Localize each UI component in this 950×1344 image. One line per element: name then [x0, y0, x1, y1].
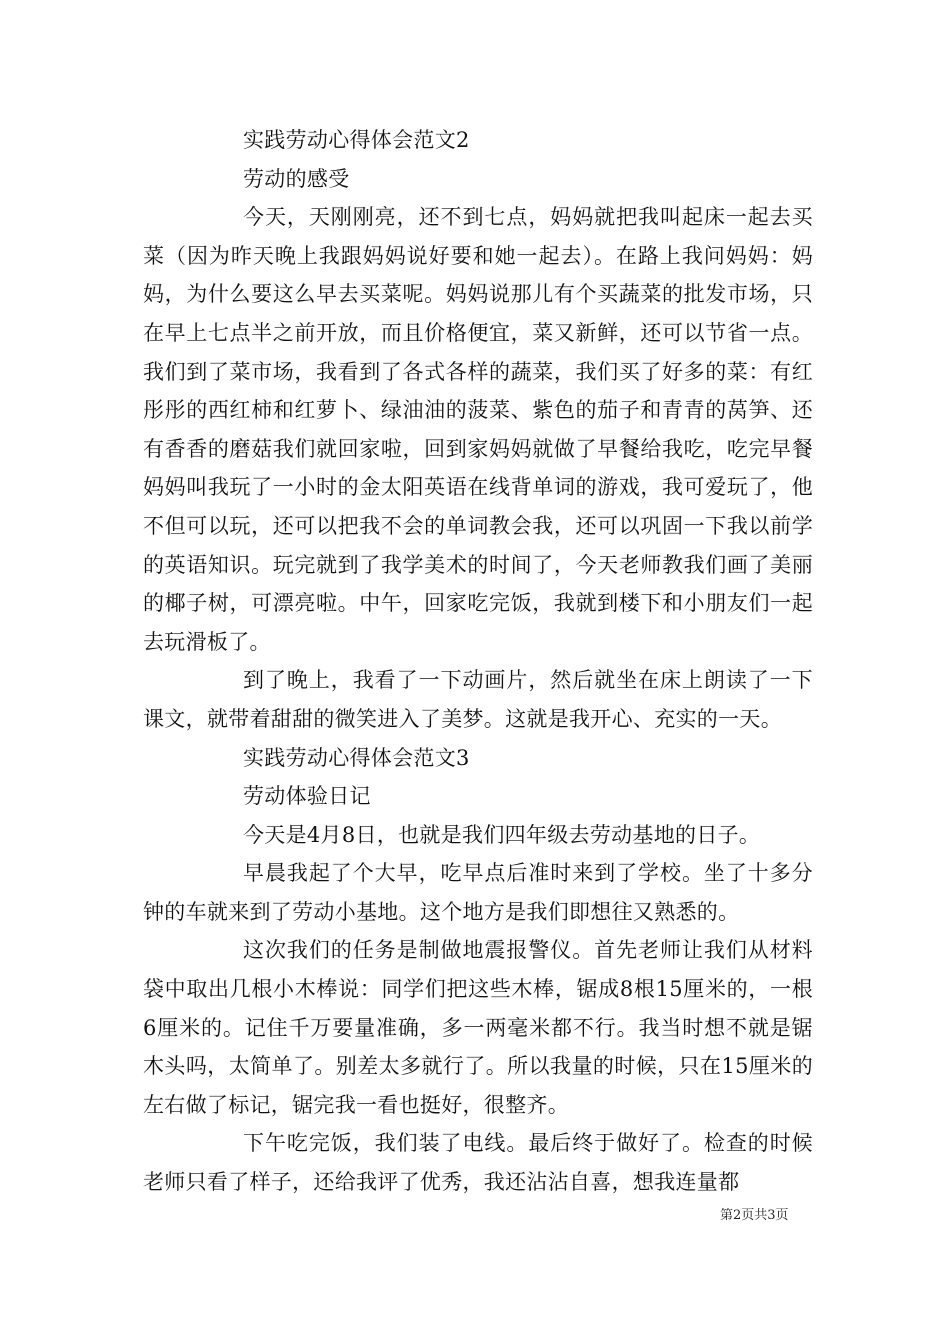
paragraph: 早晨我起了个大早，吃早点后准时来到了学校。坐了十多分钟的车就来到了劳动小基地。这个地方是我们即想往又熟悉的。 [143, 861, 813, 924]
paragraph: 今天，天刚刚亮，还不到七点，妈妈就把我叫起床一起去买菜（因为昨天晚上我跟妈妈说好要和她一起去）。在路上我问妈妈：妈妈，为什么要这么早去买菜呢。妈妈说那儿有个买蔬菜的批发市场，只在早上七点半之前开放，而且价格便宜，菜又新鲜，还可以节省一点。我们到了菜市场，我看到了各式各样的蔬菜，我们买了好多的菜：有红彤彤的西红柿和红萝卜、绿油油的菠菜、紫色的茄子和青青的莴笋、还有香香的磨菇我们就回家啦，回到家妈妈就做了早餐给我吃，吃完早餐妈妈叫我玩了一小时的金太阳英语在线背单词的游戏，我可爱玩了，他不但可以玩，还可以把我不会的单词教会我，还可以巩固一下我以前学的英语知识。玩完就到了我学美术的时间了，今天老师教我们画了美丽的椰子树，可漂亮啦。中午，回家吃完饭，我就到楼下和小朋友们一起去玩滑板了。 [143, 205, 813, 654]
paragraph: 下午吃完饭，我们装了电线。最后终于做好了。检查的时候老师只看了样子，还给我评了优秀，我还沾沾自喜，想我连量都 [143, 1131, 813, 1195]
essay-title-2: 劳动体验日记 [243, 784, 371, 809]
paragraph: 这次我们的任务是制做地震报警仪。首先老师让我们从材料袋中取出几根小木棒说：同学们把这些木棒，锯成8根15厘米的，一根6厘米的。记住千万要量准确，多一两毫米都不行。我当时想不就是锯木头吗，太简单了。别差太多就行了。所以我量的时候，只在15厘米的左右做了标记，锯完我一看也挺好，很整齐。 [143, 938, 813, 1117]
body-text [143, 121, 813, 1202]
paragraph: 到了晚上，我看了一下动画片，然后就坐在床上朗读了一下课文，就带着甜甜的微笑进入了美梦。这就是我开心、充实的一天。 [143, 668, 813, 731]
section-heading-2: 实践劳动心得体会范文2 [243, 128, 470, 152]
essay-title-1: 劳动的感受 [243, 166, 350, 191]
page-number: 第2页共3页 [720, 1208, 789, 1223]
paragraph: 今天是4月8日，也就是我们四年级去劳动基地的日子。 [243, 822, 761, 847]
section-heading-3: 实践劳动心得体会范文3 [243, 745, 470, 770]
